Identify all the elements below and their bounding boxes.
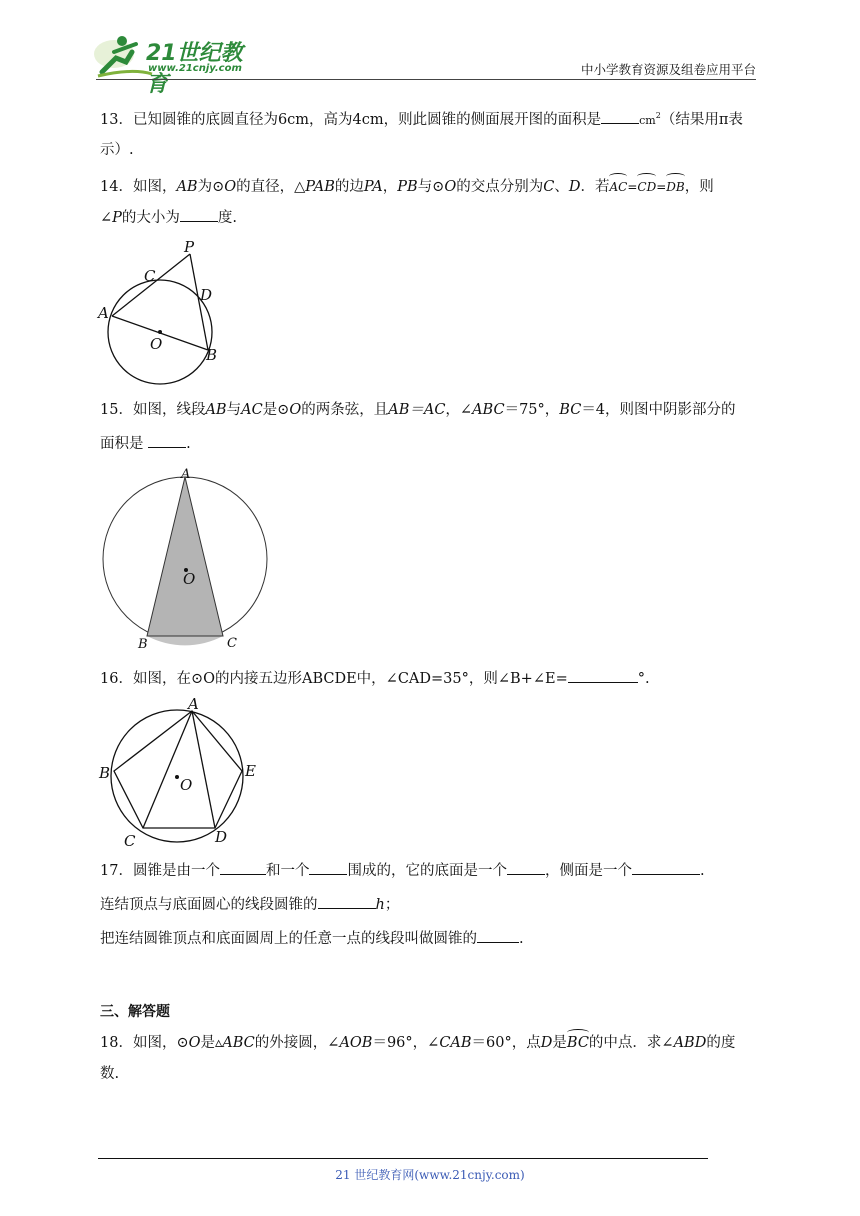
- question-15-line1: 15．如图，线段AB与AC是⊙O的两条弦，且AB＝AC，∠ABC＝75°，BC＝4，则图中阴影部分的: [100, 402, 736, 418]
- question-13-line2: 示）.: [100, 142, 134, 158]
- question-18-line2: 数.: [100, 1066, 120, 1082]
- label-a: A: [181, 467, 191, 482]
- answer-blank: [507, 860, 545, 875]
- answer-blank: [632, 860, 700, 875]
- arc-db: DB: [666, 174, 684, 197]
- label-c: C: [144, 267, 156, 285]
- label-c: C: [124, 832, 136, 848]
- answer-blank: [309, 860, 347, 875]
- figure-14-circle-triangle: [94, 236, 234, 388]
- site-logo: [92, 32, 262, 97]
- question-14-line2: ∠P的大小为 度.: [100, 207, 237, 228]
- question-15-line2: 面积是 .: [100, 433, 191, 454]
- arc-bc: BC: [567, 1030, 589, 1053]
- label-c: C: [227, 636, 237, 651]
- logo-url: www.21cnjy.com: [148, 63, 242, 74]
- answer-blank: [180, 207, 218, 222]
- question-14-line1: 14．如图，AB为⊙O的直径，△PAB的边PA，PB与⊙O的交点分别为C、D．若AC=CD=DB，则: [100, 174, 714, 197]
- answer-blank: [477, 928, 519, 943]
- arc-cd: CD: [637, 174, 656, 197]
- label-e: E: [245, 762, 256, 780]
- label-o: O: [150, 335, 163, 353]
- logo-text: 21世纪教育: [146, 41, 243, 97]
- figure-16-inscribed-pentagon: [96, 696, 266, 848]
- label-d: D: [200, 286, 213, 304]
- answer-blank: [220, 860, 266, 875]
- footer-divider: [98, 1158, 708, 1159]
- answer-blank: [148, 433, 186, 448]
- question-16-line: 16．如图，在⊙O的内接五边形ABCDE中，∠CAD=35°，则∠B+∠E= °.: [100, 668, 650, 689]
- question-17-line2: 连结顶点与底面圆心的线段圆锥的 h；: [100, 894, 399, 915]
- footer-link[interactable]: 21 世纪教育网(www.21cnjy.com): [335, 1168, 525, 1182]
- question-18-line1: 18．如图，⊙O是▵ABC的外接圆，∠AOB＝96°，∠CAB＝60°，点D是BC的中点．求∠ABD的度: [100, 1030, 735, 1053]
- label-o: O: [183, 570, 196, 588]
- figure-15-circle-shaded-triangle: [98, 462, 278, 652]
- label-o: O: [180, 776, 193, 794]
- answer-blank: [568, 668, 638, 683]
- question-13-line1: 13．已知圆锥的底圆直径为6cm，高为4cm，则此圆锥的侧面展开图的面积是 $cm^2$（结果用π表: [100, 106, 743, 131]
- question-17-line1: 17．圆锥是由一个 和一个 围成的，它的底面是一个 ，侧面是一个 .: [100, 860, 705, 881]
- header-divider: [96, 79, 756, 80]
- answer-blank: [601, 109, 639, 124]
- arc-ac: AC: [609, 174, 627, 197]
- label-p: P: [184, 238, 195, 256]
- label-a: A: [188, 696, 199, 713]
- header-platform-text: 中小学教育资源及组卷应用平台: [580, 62, 756, 77]
- section-heading: 三、解答题: [100, 1004, 170, 1020]
- label-a: A: [98, 304, 109, 322]
- label-d: D: [215, 828, 228, 846]
- answer-blank: [318, 894, 376, 909]
- label-b: B: [99, 764, 111, 782]
- label-b: B: [206, 346, 218, 364]
- question-17-line3: 把连结圆锥顶点和底面圆周上的任意一点的线段叫做圆锥的 .: [100, 928, 524, 949]
- label-b: B: [138, 637, 148, 652]
